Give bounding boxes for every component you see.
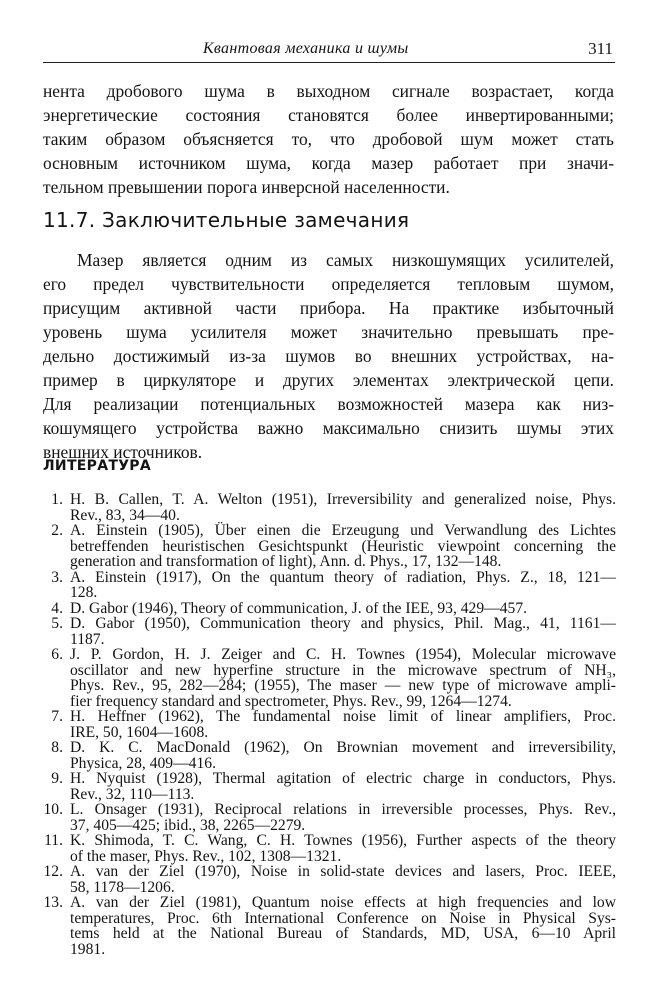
page-header [43,38,615,63]
reference-item [20,492,616,523]
references-list [20,492,616,957]
reference-item [20,601,616,617]
reference-number: 7. [51,708,63,725]
text-line: нента дробового шума в выходном сигнале возрастает, когда [43,81,614,101]
reference-line: 37, 405—425; ibid., 38, 2265—2279. [70,816,306,834]
reference-number: 6. [51,646,63,663]
text-line: кошумящего устройства важно максимально снизить шумы этих [43,418,614,438]
reference-line: fier frequency standard and spectrometer, Phys. Rev., 99, 1264—1274. [70,692,512,710]
reference-line: D. K. C. MacDonald (1962), On Brownian movement and irreversibility, [70,739,616,756]
reference-line: 1981. [70,940,106,958]
reference-line: 58, 1178—1206. [70,878,175,896]
reference-line: 1187. [70,630,105,648]
reference-item [20,647,616,709]
references-heading: ЛИТЕРАТУРА [43,458,151,474]
reference-number: 10. [43,801,63,818]
reference-item [20,895,616,957]
reference-line: oscillator and new hyperfine structure in the microwave spectrum of NH₃, [70,661,616,679]
reference-number: 2. [51,522,63,539]
reference-line: Rev., 32, 110—113. [70,785,195,803]
reference-item [20,570,616,601]
text-line: дельно достижимый из-за шумов во внешних устройствах, на- [43,346,614,366]
reference-line: K. Shimoda, T. C. Wang, C. H. Townes (1956), Further aspects of the theory [70,832,616,849]
reference-number: 11. [44,832,63,849]
text-line: таким образом объясняется то, что дробовой шум может стать [43,129,614,149]
text-line: Для реализации потенциальных возможностей мазера как низ- [43,394,614,414]
reference-line: H. Heffner (1962), The fundamental noise limit of linear amplifiers, Proc. [70,708,616,725]
reference-line: Phys. Rev., 95, 282—284; (1955), The maser — new type of microwave ampli- [70,677,616,694]
text-line: тельном превышении порога инверсной населенности. [43,177,450,197]
text-line: его предел чувствительности определяется тепловым шумом, [43,274,614,294]
reference-item [20,802,616,833]
reference-line: tems held at the National Bureau of Standards, MD, USA, 6—10 April [70,925,616,942]
reference-line: J. P. Gordon, H. J. Zeiger and C. H. Townes (1954), Molecular microwave [70,646,616,663]
reference-item [20,616,616,647]
section-heading: 11.7. Заключительные замечания [43,208,410,232]
text-line: пример в циркуляторе и других элементах электрической цепи. [43,370,614,390]
text-line: уровень шума усилителя может значительно превышать пре- [43,322,614,342]
reference-number: 1. [51,491,63,508]
reference-line: of the maser, Phys. Rev., 102, 1308—1321. [70,847,342,865]
reference-line: temperatures, Proc. 6th International Conference on Noise in Physical Sys- [70,909,616,927]
reference-line: A. van der Ziel (1970), Noise in solid-state devices and lasers, Proc. IEEE, [70,863,616,880]
reference-line: generation and transformation of light), Ann. d. Phys., 17, 132—148. [70,553,502,570]
reference-number: 13. [43,894,63,911]
text-line: присущим активной части прибора. На практике избыточный [43,298,614,318]
reference-line: H. Nyquist (1928), Thermal agitation of electric charge in conductors, Phys. [70,770,616,787]
reference-line: H. B. Callen, T. A. Welton (1951), Irreversibility and generalized noise, Phys. [70,491,616,508]
reference-line: betreffenden heuristischen Gesichtspunkt (Heuristic viewpoint concerning the [70,537,616,555]
reference-item [20,864,616,895]
reference-item [20,740,616,771]
reference-line: 128. [70,584,98,601]
reference-line: IRE, 50, 1604—1608. [70,723,209,741]
reference-line: Rev., 83, 34—40. [70,506,180,524]
reference-number: 4. [51,599,63,617]
running-title: Квантовая механика и шумы [203,40,409,57]
reference-line: Physica, 28, 409—416. [70,754,216,772]
text-line: Мазер является одним из самых низкошумящих усилителей, [77,250,614,270]
reference-line: A. Einstein (1917), On the quantum theory of radiation, Phys. Z., 18, 121— [70,568,616,586]
reference-item [20,709,616,740]
page-number: 311 [588,39,613,58]
text-line: энергетические состояния становятся более инвертированными; [43,105,614,125]
reference-number: 5. [51,615,63,632]
text-line: внешних источников. [43,442,203,462]
reference-line: D. Gabor (1946), Theory of communication, J. of the IEE, 93, 429—457. [70,599,528,617]
section-paragraph [43,248,614,464]
reference-line: D. Gabor (1950), Communication theory and physics, Phil. Mag., 41, 1161— [70,615,616,632]
reference-item [20,771,616,802]
reference-line: L. Onsager (1931), Reciprocal relations in irreversible processes, Phys. Rev., [70,801,616,818]
reference-number: 9. [51,770,63,787]
reference-item [20,833,616,864]
text-line: основным источником шума, когда мазер работает при значи- [43,153,614,173]
reference-line: A. van der Ziel (1981), Quantum noise effects at high frequencies and low [70,894,616,911]
reference-item [20,523,616,570]
reference-number: 12. [43,863,63,880]
reference-number: 8. [51,739,63,756]
reference-number: 3. [51,568,63,586]
reference-line: A. Einstein (1905), Über einen die Erzeugung und Verwandlung des Lichtes [70,522,616,539]
intro-paragraph [43,79,614,199]
